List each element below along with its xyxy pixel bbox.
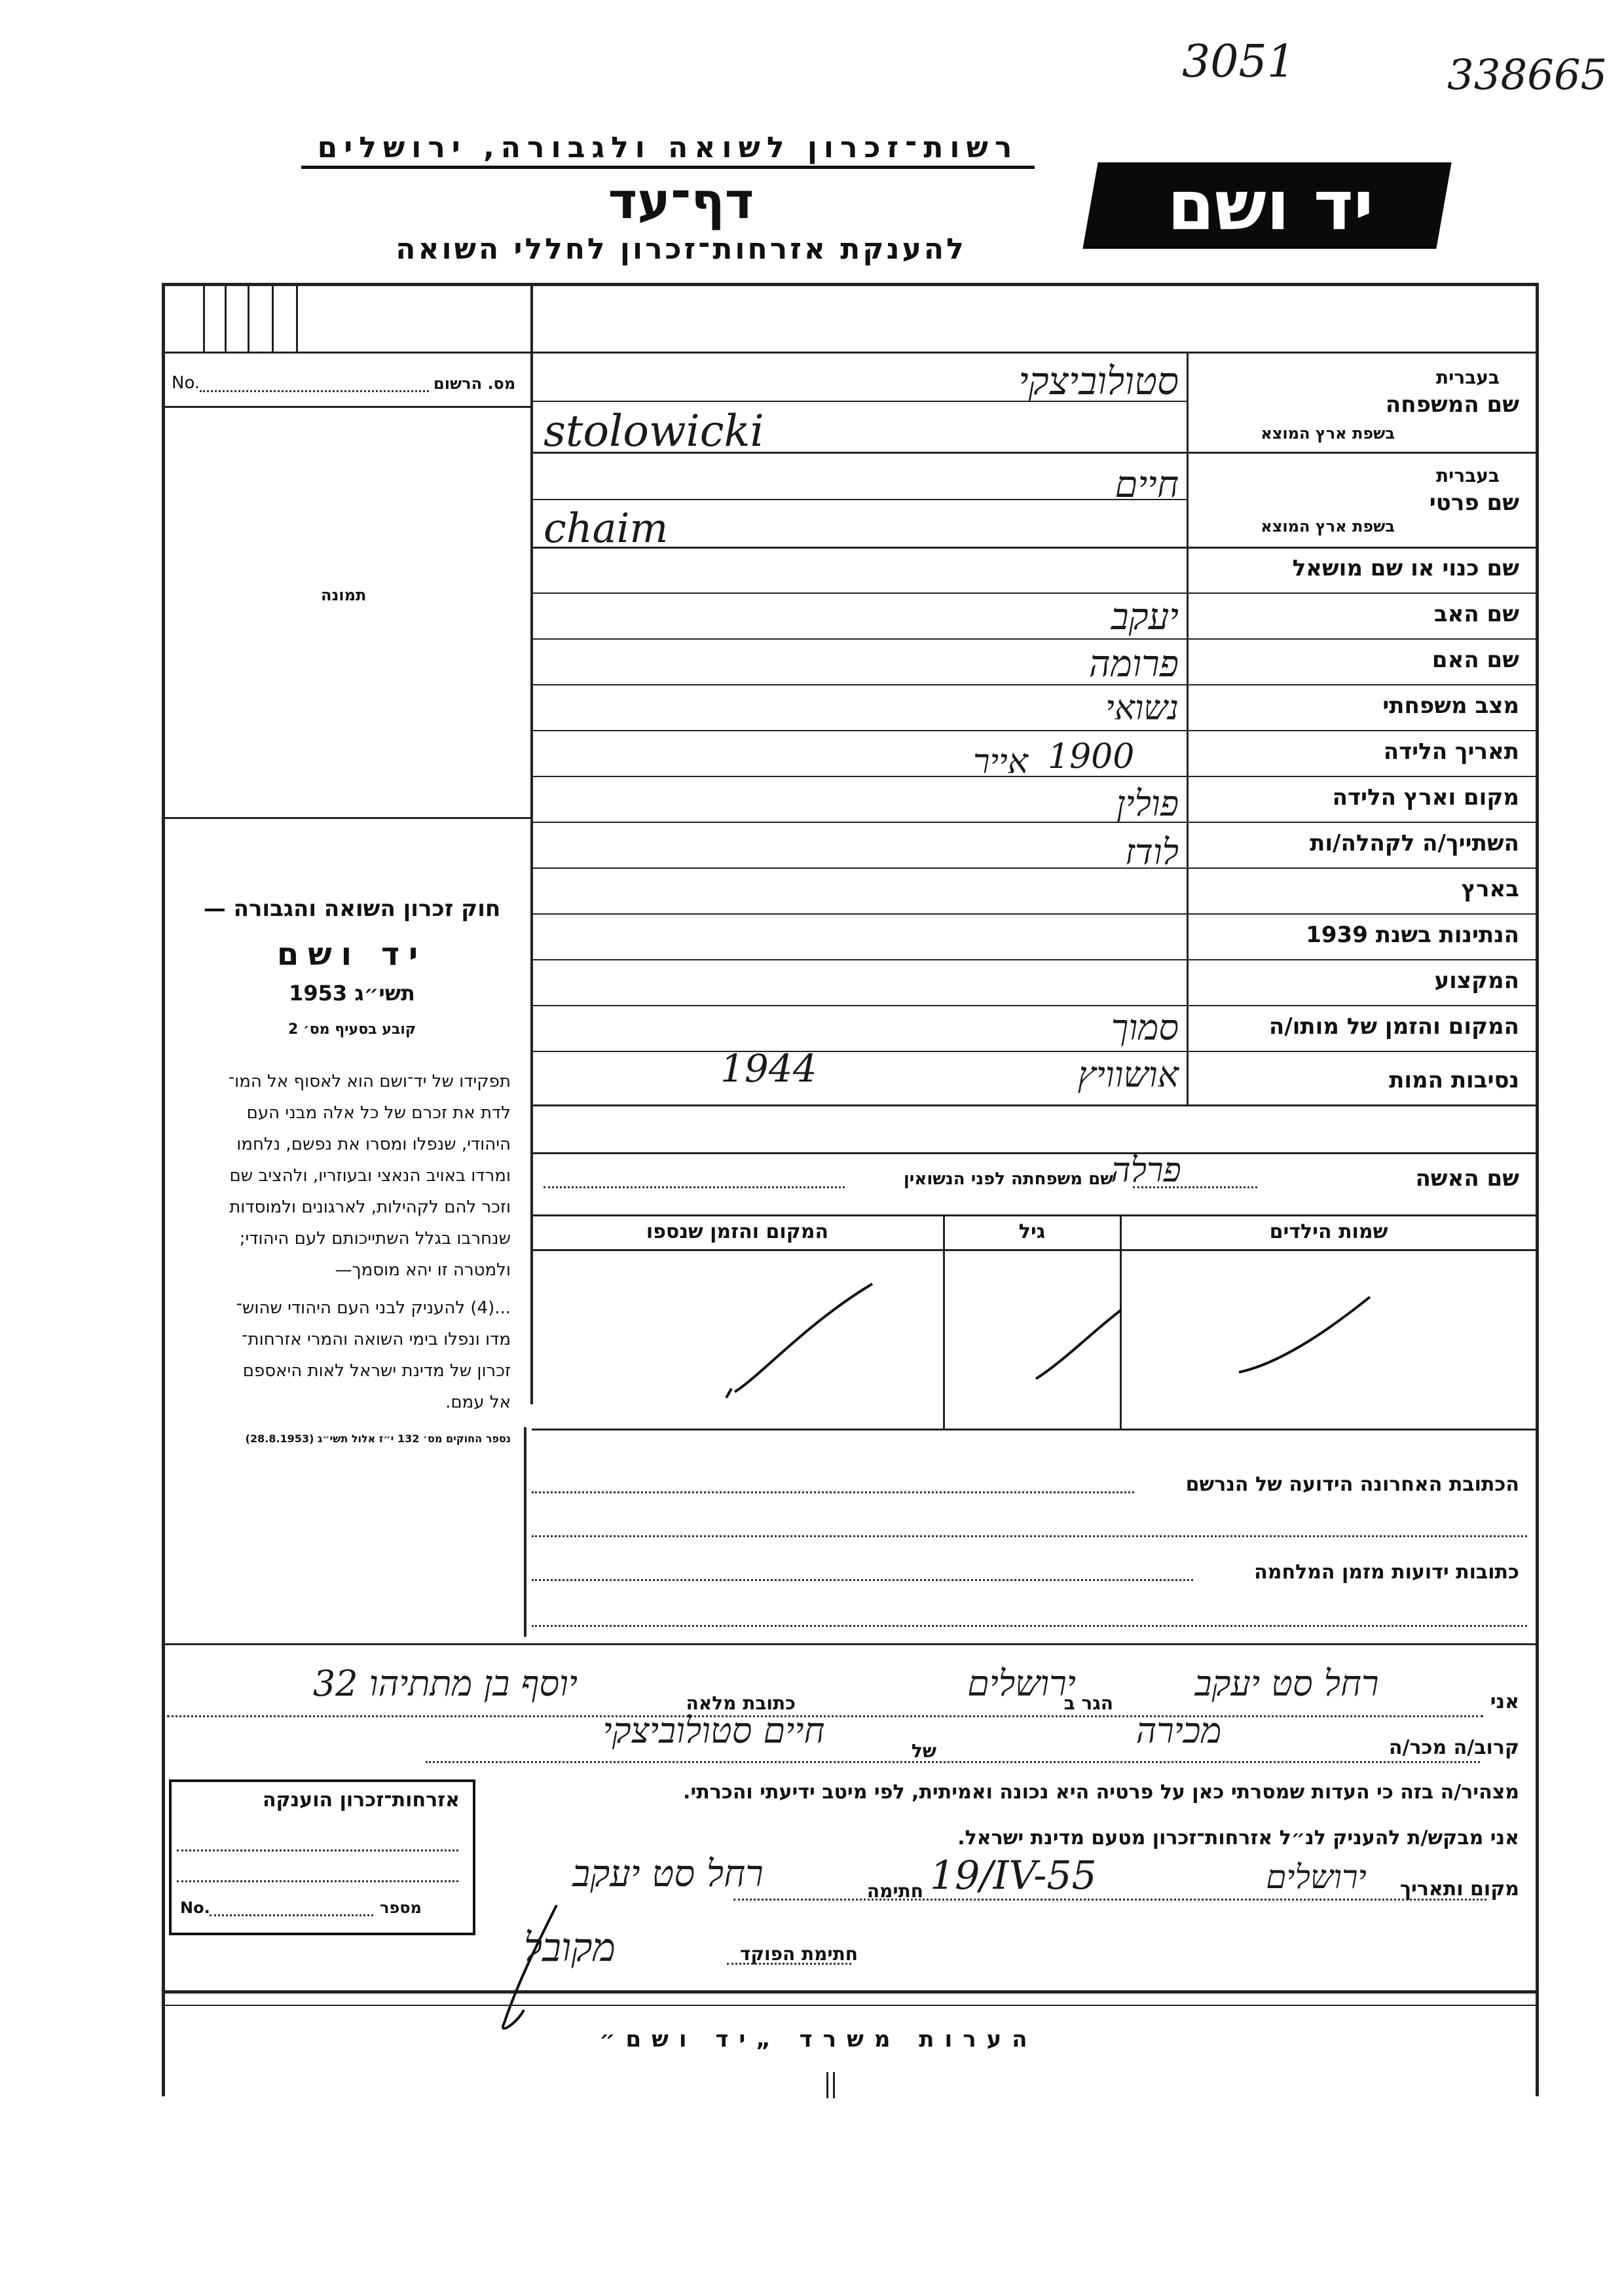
full-address-value[interactable]: יוסף בן מתתיהו 32 <box>312 1663 578 1704</box>
law-line: היהודי, שנפלו ומסרו את נפשם, נלחמו <box>236 1135 511 1154</box>
first-name-origin-label: בשפת ארץ המוצא <box>1261 517 1395 536</box>
birth-month-value[interactable]: אייר <box>972 742 1028 782</box>
family-name-origin-label: בשפת ארץ המוצא <box>1261 424 1395 443</box>
of-name-value[interactable]: חיים סטולוביצקי <box>602 1710 825 1751</box>
birth-date-label: תאריך הלידה <box>1383 738 1519 765</box>
father-value[interactable]: יעקב <box>1111 596 1179 638</box>
mother-value[interactable]: פרומה <box>1088 643 1179 685</box>
law-line: מדו ונפלו בימי השואה והמרי אזרחות־ <box>242 1330 511 1349</box>
mother-label: שם האם <box>1431 647 1519 673</box>
law-line: תפקידו של יד־ושם הוא לאסוף אל המו־ <box>228 1072 511 1091</box>
form-subtitle: להענקת אזרחות־זכרון לחללי השואה <box>396 232 967 266</box>
law-line: ומרדו באויב הנאצי ובעוזריו, ולהציב שם <box>229 1166 511 1186</box>
law-year: תשי״ג 1953 <box>289 981 415 1006</box>
community-label: השתייך/ה לקהלה/ות <box>1310 830 1519 856</box>
law-clause: קובע בסעיף מס׳ 2 <box>287 1021 416 1038</box>
community-value[interactable]: לודז <box>1124 831 1179 873</box>
wife-value[interactable]: פרלה <box>1111 1151 1181 1190</box>
law-name: יד ושם <box>276 936 428 973</box>
declaration-statement-1: מצהיר/ה בזה כי העדות שמסרתי כאן על פרטיה היא נכונה ואמיתית, לפי מיטב ידיעתי והכרתי. <box>683 1781 1519 1804</box>
marital-status-label: מצב משפחתי <box>1382 693 1519 719</box>
signature-value[interactable]: רחל סט יעקב <box>572 1853 764 1895</box>
declarant-i-label: אני <box>1490 1690 1519 1713</box>
relation-value[interactable]: מכירה <box>1135 1710 1222 1751</box>
wife-label: שם האשה <box>1415 1165 1519 1192</box>
maiden-name-label: שם משפחתה לפני הנשואין <box>903 1169 1113 1189</box>
children-names-header: שמות הילדים <box>1269 1220 1388 1243</box>
law-line: ולמטרה זו יהא מוסמך— <box>335 1260 511 1280</box>
place-date-label: מקום ותאריך <box>1399 1878 1519 1901</box>
children-strike-marks <box>532 1251 1537 1428</box>
birth-place-value[interactable]: פולין <box>1116 783 1179 824</box>
death-place-label: המקום והזמן של מותו/ה <box>1268 1013 1519 1040</box>
residence-value[interactable]: ירושלים <box>967 1663 1076 1704</box>
first-name-origin-value[interactable]: chaim <box>544 504 669 552</box>
children-death-header: המקום והזמן שנספו <box>646 1220 829 1243</box>
authority-line: רשות־זכרון לשואה ולגבורה, ירושלים <box>301 131 1035 169</box>
place-value[interactable]: ירושלים <box>1266 1858 1367 1896</box>
death-place-value[interactable]: אושוויץ <box>1077 1054 1179 1095</box>
children-age-header: גיל <box>1018 1220 1046 1243</box>
logo-text: יד ושם <box>1167 166 1374 246</box>
law-line: אל עמם. <box>445 1393 511 1412</box>
declarant-name[interactable]: רחל סט יעקב <box>1194 1663 1379 1704</box>
photo-label: תמונה <box>321 586 367 604</box>
full-address-label: כתובת מלאה <box>686 1692 796 1714</box>
form-title: דף־עד <box>608 172 754 230</box>
resident-label: הגר ב <box>1063 1692 1113 1714</box>
war-address-label: כתובות ידועות מזמן המלחמה <box>1254 1561 1519 1584</box>
relation-label: קרוב/ה מכר/ה <box>1388 1736 1519 1759</box>
birth-year-value[interactable]: 1900 <box>1048 737 1135 776</box>
law-line: שנחרבו בגלל השתייכותם לעם היהודי; <box>239 1229 511 1248</box>
registration-label: מס. הרשום <box>434 374 516 393</box>
law-line: וזכר להם לקהילות, לארגונים ולמוסדות <box>229 1197 511 1217</box>
family-name-origin-value[interactable]: stolowicki <box>544 406 764 456</box>
nationality-label: הנתינות בשנת 1939 <box>1306 922 1519 948</box>
citizenship-box-title: אזרחות־זכרון הוענקה <box>262 1789 460 1812</box>
first-name-hebrew-label: בעברית <box>1435 465 1500 486</box>
declaration-statement-2: אני מבקש/ת להעניק לנ״ל אזרחות־זכרון מטעם מדינת ישראל. <box>957 1827 1519 1850</box>
citizenship-number-label: מספר <box>380 1899 422 1917</box>
nickname-label: שם כנוי או שם מושאל <box>1292 555 1519 581</box>
death-year-value[interactable]: 1944 <box>720 1046 817 1091</box>
registration-no: No. <box>172 373 200 393</box>
officer-signature-flourish <box>478 1892 596 2043</box>
archive-number-1: 3051 <box>1182 36 1296 88</box>
law-line: ...(4) להעניק לבני העם היהודי שהוש־ <box>236 1298 511 1318</box>
country-label: בארץ <box>1461 876 1519 902</box>
family-name-label: שם המשפחה <box>1385 392 1519 418</box>
last-address-label: הכתובת האחרונה הידועה של הנרשם <box>1185 1473 1519 1496</box>
death-note-value[interactable]: סמוך <box>1111 1007 1179 1048</box>
law-footnote: נספר החוקים מס׳ 132 י״ז אלול תשי״ג (28.8.1953) <box>245 1432 511 1445</box>
birth-place-label: מקום וארץ הלידה <box>1332 784 1519 811</box>
citizenship-no-label: No. <box>180 1899 210 1917</box>
law-line: לדת את זכרם של כל אלה מבני העם <box>246 1103 511 1123</box>
first-name-hebrew-value[interactable]: חיים <box>1115 464 1179 506</box>
death-cause-label: נסיבות המות <box>1389 1067 1519 1093</box>
family-name-hebrew-value[interactable]: סטולוביצקי <box>1018 359 1179 403</box>
date-value[interactable]: 19/IV-55 <box>930 1853 1097 1899</box>
officer-label: חתימת הפוקד <box>739 1943 858 1965</box>
archive-number-2: 338665 <box>1447 51 1608 100</box>
office-notes-label: הערות משרד „יד ושם״ <box>599 2026 1038 2052</box>
father-label: שם האב <box>1433 601 1519 627</box>
of-label: של <box>911 1740 936 1762</box>
family-name-hebrew-label: בעברית <box>1435 367 1500 388</box>
profession-label: המקצוע <box>1434 968 1519 994</box>
signature-label: חתימה <box>866 1880 923 1902</box>
law-title: חוק זכרון השואה והגבורה — <box>203 896 501 922</box>
officer-signature[interactable]: מקובל <box>523 1925 616 1971</box>
first-name-label: שם פרטי <box>1429 490 1519 516</box>
marital-value[interactable]: נשואי <box>1105 689 1179 728</box>
law-line: זכרון של מדינת ישראל לאות היאספם <box>242 1361 511 1381</box>
